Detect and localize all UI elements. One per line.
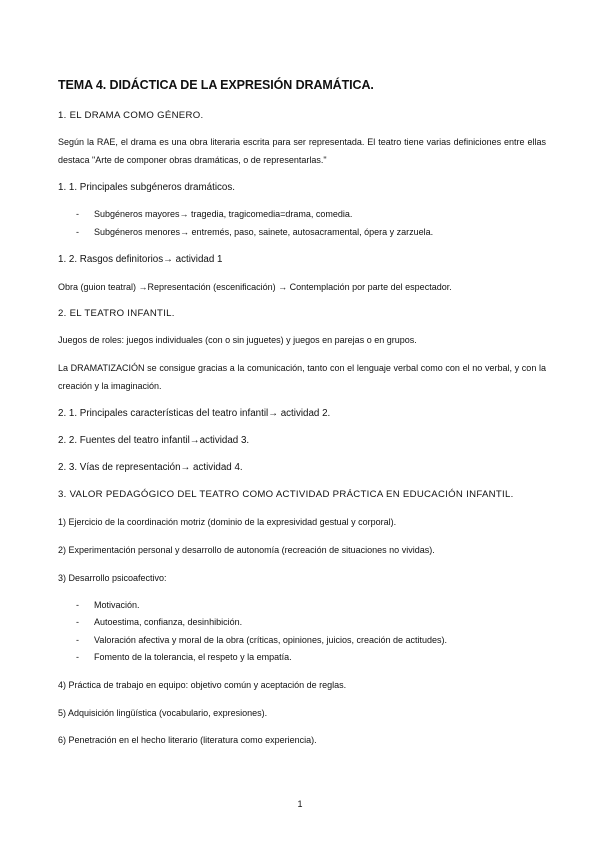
numbered-item: 6) Penetración en el hecho literario (literatura como experiencia). [58,735,317,745]
numbered-item: 3) Desarrollo psicoafectivo: [58,573,167,583]
section-2-paragraph: La DRAMATIZACIÓN se consigue gracias a la comunicación, tanto con el lenguaje verbal como con el no verbal, y con la creación y la imaginación. [58,363,546,391]
subsection-2-1-heading: 2. 1. Principales características del teatro infantil→ actividad 2. [58,408,331,419]
document-title: TEMA 4. DIDÁCTICA DE LA EXPRESIÓN DRAMÁTICA. [58,78,374,92]
list-item-text: Subgéneros menores→ entremés, paso, sainete, autosacramental, ópera y zarzuela. [94,227,434,237]
bullet-marker: - [76,635,79,645]
section-3-heading: 3. VALOR PEDAGÓGICO DEL TEATRO COMO ACTIVIDAD PRÁCTICA EN EDUCACIÓN INFANTIL. [58,489,514,500]
bullet-marker: - [76,209,79,219]
subsection-1-2-heading: 1. 2. Rasgos definitorios→ actividad 1 [58,254,223,265]
paragraph-line: Juegos de roles: juegos individuales (con o sin juguetes) y juegos en parejas o en grupos. [58,335,417,345]
section-1-paragraph: Según la RAE, el drama es una obra literaria escrita para ser representada. El teatro tiene varias definiciones entre ellas destaca "Arte de componer obras dramáticas, o de representarlas." [58,137,546,165]
list-item-text: Motivación. [94,600,140,610]
subsection-2-2-heading: 2. 2. Fuentes del teatro infantil→actividad 3. [58,435,250,446]
numbered-item: 4) Práctica de trabajo en equipo: objetivo común y aceptación de reglas. [58,680,347,690]
subsection-1-1-heading: 1. 1. Principales subgéneros dramáticos. [58,182,235,193]
bullet-marker: - [76,600,79,610]
subsection-2-3-heading: 2. 3. Vías de representación→ actividad 4. [58,462,243,473]
section-1-heading: 1. EL DRAMA COMO GÉNERO. [58,110,204,121]
numbered-item: 5) Adquisición lingüística (vocabulario, expresiones). [58,708,268,718]
list-item-text: Fomento de la tolerancia, el respeto y la empatía. [94,652,292,662]
page-number: 1 [297,799,303,809]
numbered-item: 2) Experimentación personal y desarrollo de autonomía (recreación de situaciones no vividas). [58,545,435,555]
list-item-text: Autoestima, confianza, desinhibición. [94,617,243,627]
section-2-heading: 2. EL TEATRO INFANTIL. [58,308,175,319]
bullet-marker: - [76,227,79,237]
bullet-marker: - [76,617,79,627]
list-item-text: Valoración afectiva y moral de la obra (críticas, opiniones, juicios, creación de actitudes). [94,635,448,645]
numbered-item: 1) Ejercicio de la coordinación motriz (dominio de la expresividad gestual y corporal). [58,517,397,527]
paragraph-line: Obra (guion teatral) →Representación (escenificación) → Contemplación por parte del espectador. [58,282,452,292]
bullet-marker: - [76,652,79,662]
list-item-text: Subgéneros mayores→ tragedia, tragicomedia=drama, comedia. [94,209,353,219]
